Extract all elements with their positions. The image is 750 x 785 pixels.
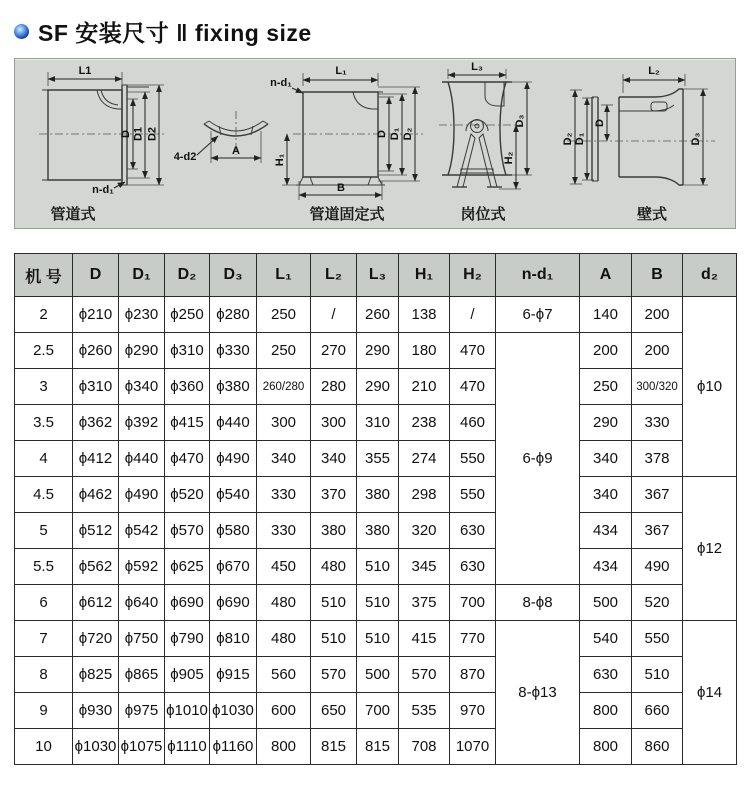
table-cell: ϕ415 [165,405,210,441]
table-cell: 510 [357,585,399,621]
table-cell: 330 [257,513,311,549]
table-cell: ϕ260 [73,333,119,369]
table-cell: ϕ625 [165,549,210,585]
table-cell: 2 [15,297,73,333]
table-cell: 300 [257,405,311,441]
table-cell: ϕ1110 [165,729,210,765]
table-cell: 290 [357,369,399,405]
table-cell: 3 [15,369,73,405]
table-cell: 510 [357,549,399,585]
table-cell: 550 [450,441,496,477]
table-cell: ϕ790 [165,621,210,657]
header-cell: L₂ [311,254,357,297]
table-cell: 200 [632,297,683,333]
table-cell: ϕ720 [73,621,119,657]
table-cell: ϕ462 [73,477,119,513]
header-cell: 机 号 [15,254,73,297]
table-cell: 800 [580,693,632,729]
table-row [15,333,737,369]
table-cell: ϕ12 [683,477,737,621]
table-cell: 570 [311,657,357,693]
dim-label-d1: D1 [132,126,145,142]
table-cell: ϕ975 [119,693,165,729]
table-cell: 800 [257,729,311,765]
table-cell: 500 [580,585,632,621]
table-cell: 650 [311,693,357,729]
table-cell: ϕ362 [73,405,119,441]
table-cell: 8-ϕ8 [496,585,580,621]
dim-label-nd1: n-d₁ [270,77,292,89]
table-cell: ϕ1030 [73,729,119,765]
table-cell: 138 [399,297,450,333]
table-cell: 490 [632,549,683,585]
table-cell: ϕ512 [73,513,119,549]
table-cell: 260 [357,297,399,333]
table-cell: ϕ690 [165,585,210,621]
table-cell: ϕ750 [119,621,165,657]
table-cell: 380 [357,513,399,549]
table-cell: 2.5 [15,333,73,369]
table-cell: 470 [450,369,496,405]
caption-post-type: 岗位式 [460,206,506,223]
header-row [15,254,737,297]
table-cell: ϕ230 [119,297,165,333]
table-cell: 480 [257,585,311,621]
diagram-pipe-type [39,65,268,196]
table-cell: 200 [632,333,683,369]
table-cell: ϕ280 [210,297,257,333]
table-cell: 380 [357,477,399,513]
table-cell: ϕ380 [210,369,257,405]
dim-label-4d2: 4-d2 [173,151,197,163]
table-cell: 290 [357,333,399,369]
header-cell: d₂ [683,254,737,297]
table-cell: 310 [357,405,399,441]
table-cell: 4 [15,441,73,477]
diagram-panel [14,58,736,229]
table-cell: 8-ϕ13 [496,621,580,765]
dim-label-a: A [232,145,240,157]
table-cell: 434 [580,549,632,585]
table-cell: 970 [450,693,496,729]
table-row [15,621,737,657]
dim-label-d3: D₃ [690,132,702,146]
table-cell: 815 [311,729,357,765]
table-cell: ϕ580 [210,513,257,549]
page-title: SF 安装尺寸 ‖ fixing size [38,20,312,46]
table-cell: 630 [450,549,496,585]
table-cell: 250 [257,297,311,333]
table-cell: 770 [450,621,496,657]
table-cell: 260/280 [257,369,311,405]
table-cell: 7 [15,621,73,657]
table-cell: 5 [15,513,73,549]
table-cell: 300/320 [632,369,683,405]
table-cell: 815 [357,729,399,765]
table-cell: 660 [632,693,683,729]
table-row [15,441,737,477]
table-cell: 250 [257,333,311,369]
table-cell: 355 [357,441,399,477]
table-cell: ϕ570 [165,513,210,549]
table-cell: ϕ1030 [210,693,257,729]
table-cell: ϕ440 [119,441,165,477]
table-cell: ϕ412 [73,441,119,477]
table-row [15,369,737,405]
table-cell: 470 [450,333,496,369]
table-cell: 550 [450,477,496,513]
table-cell: 3.5 [15,405,73,441]
table-cell: ϕ490 [119,477,165,513]
table-cell: 700 [450,585,496,621]
table-cell: 630 [580,657,632,693]
table-cell: 367 [632,513,683,549]
table-cell: ϕ310 [165,333,210,369]
table-body [15,297,737,765]
dim-label-d2: D2 [146,126,159,142]
table-cell: ϕ10 [683,297,737,477]
diagram-post-type [439,61,532,189]
table-cell: 340 [257,441,311,477]
table-cell: 10 [15,729,73,765]
table-cell: ϕ340 [119,369,165,405]
bullet-icon [14,24,29,39]
header-cell: B [632,254,683,297]
fixing-size-table [14,253,737,765]
table-cell: 340 [311,441,357,477]
table-cell: / [311,297,357,333]
table-cell: 5.5 [15,549,73,585]
table-cell: 560 [257,657,311,693]
table-cell: 870 [450,657,496,693]
table-cell: 460 [450,405,496,441]
table-cell: 210 [399,369,450,405]
table-cell: ϕ592 [119,549,165,585]
table-cell: 540 [580,621,632,657]
header-cell: D₂ [165,254,210,297]
table-cell: ϕ612 [73,585,119,621]
table-cell: ϕ1010 [165,693,210,729]
table-cell: 860 [632,729,683,765]
table-cell: 520 [632,585,683,621]
table-cell: 6-ϕ9 [496,333,580,585]
table-cell: 370 [311,477,357,513]
table-cell: ϕ330 [210,333,257,369]
table-cell: ϕ810 [210,621,257,657]
installation-diagrams [15,59,735,204]
dim-label-l1: L1 [78,65,92,77]
table-head [15,254,737,297]
table-cell: ϕ1160 [210,729,257,765]
table-cell: ϕ542 [119,513,165,549]
dim-label-d: D [594,119,606,127]
table-cell: 340 [580,441,632,477]
table-cell: 708 [399,729,450,765]
table-cell: 510 [311,585,357,621]
table-row [15,657,737,693]
table-cell: 345 [399,549,450,585]
table-cell: / [450,297,496,333]
table-cell: 290 [580,405,632,441]
header-cell: D [73,254,119,297]
table-cell: 500 [357,657,399,693]
table-cell: 450 [257,549,311,585]
dim-label-h2: H₂ [503,151,515,165]
table-cell: 570 [399,657,450,693]
table-cell: ϕ670 [210,549,257,585]
table-row [15,513,737,549]
header-cell: n-d₁ [496,254,580,297]
table-row [15,405,737,441]
table-cell: ϕ470 [165,441,210,477]
table-cell: ϕ290 [119,333,165,369]
table-row [15,729,737,765]
header-cell: H₁ [399,254,450,297]
table-cell: 600 [257,693,311,729]
table-cell: 415 [399,621,450,657]
header-cell: D₃ [210,254,257,297]
table-cell: 140 [580,297,632,333]
table-row [15,585,737,621]
table-cell: ϕ905 [165,657,210,693]
table-cell: ϕ250 [165,297,210,333]
table-cell: 510 [311,621,357,657]
table-cell: 434 [580,513,632,549]
header-cell: L₁ [257,254,311,297]
table-cell: 4.5 [15,477,73,513]
table-cell: 510 [357,621,399,657]
caption-pipe-fixed-type: 管道固定式 [309,206,385,223]
table-cell: 380 [311,513,357,549]
table-cell: 630 [450,513,496,549]
dim-label-l3: L₃ [471,61,483,73]
table-cell: 378 [632,441,683,477]
dim-label-nd1: n-d₁ [92,184,114,196]
table-cell: 550 [632,621,683,657]
table-cell: ϕ690 [210,585,257,621]
dim-label-l2: L₂ [648,65,660,77]
table-cell: ϕ210 [73,297,119,333]
table-cell: ϕ930 [73,693,119,729]
header-cell: H₂ [450,254,496,297]
table-cell: 238 [399,405,450,441]
table-cell: 6 [15,585,73,621]
table-cell: 280 [311,369,357,405]
table-cell: ϕ310 [73,369,119,405]
table-cell: 9 [15,693,73,729]
dim-label-d2: D₂ [402,127,414,141]
table-cell: ϕ865 [119,657,165,693]
table-cell: 8 [15,657,73,693]
table-cell: 274 [399,441,450,477]
dim-label-d2: D₂ [562,132,574,146]
table-cell: ϕ1075 [119,729,165,765]
diagram-wall-type [562,65,715,185]
table-cell: 200 [580,333,632,369]
dim-label-d1: D₁ [389,127,401,141]
table-cell: 330 [632,405,683,441]
table-cell: ϕ490 [210,441,257,477]
table-row [15,693,737,729]
caption-pipe-type: 管道式 [50,206,96,223]
dim-label-d1: D₁ [574,132,586,146]
table-cell: 375 [399,585,450,621]
table-cell: 480 [257,621,311,657]
table-cell: 180 [399,333,450,369]
header-cell: A [580,254,632,297]
dim-label-d: D [376,130,388,138]
table-cell: ϕ14 [683,621,737,765]
table-cell: 535 [399,693,450,729]
table-cell: 250 [580,369,632,405]
page-header [0,0,750,56]
table-cell: ϕ915 [210,657,257,693]
table-cell: 800 [580,729,632,765]
table-row [15,297,737,333]
diagram-pipe-fixed-type [270,65,423,200]
table-cell: 330 [257,477,311,513]
header-cell: D₁ [119,254,165,297]
table-cell: 700 [357,693,399,729]
table-row [15,549,737,585]
table-cell: 298 [399,477,450,513]
table-cell: ϕ540 [210,477,257,513]
header-cell: L₃ [357,254,399,297]
table-cell: ϕ360 [165,369,210,405]
table-cell: ϕ440 [210,405,257,441]
table-cell: 320 [399,513,450,549]
caption-wall-type: 壁式 [636,206,668,223]
table-cell: 367 [632,477,683,513]
table-cell: 510 [632,657,683,693]
dim-label-d: D [120,130,132,138]
table-cell: ϕ562 [73,549,119,585]
table-section [14,253,736,765]
table-row [15,477,737,513]
table-cell: ϕ825 [73,657,119,693]
table-cell: 300 [311,405,357,441]
table-cell: ϕ640 [119,585,165,621]
dim-label-d3: D₃ [514,114,526,128]
table-cell: 340 [580,477,632,513]
dim-label-b: B [337,182,345,194]
table-cell: 270 [311,333,357,369]
table-cell: ϕ520 [165,477,210,513]
table-cell: 1070 [450,729,496,765]
dim-label-h1: H₁ [274,153,286,167]
table-cell: ϕ392 [119,405,165,441]
table-cell: 6-ϕ7 [496,297,580,333]
dim-label-l1: L₁ [335,65,347,77]
table-cell: 480 [311,549,357,585]
